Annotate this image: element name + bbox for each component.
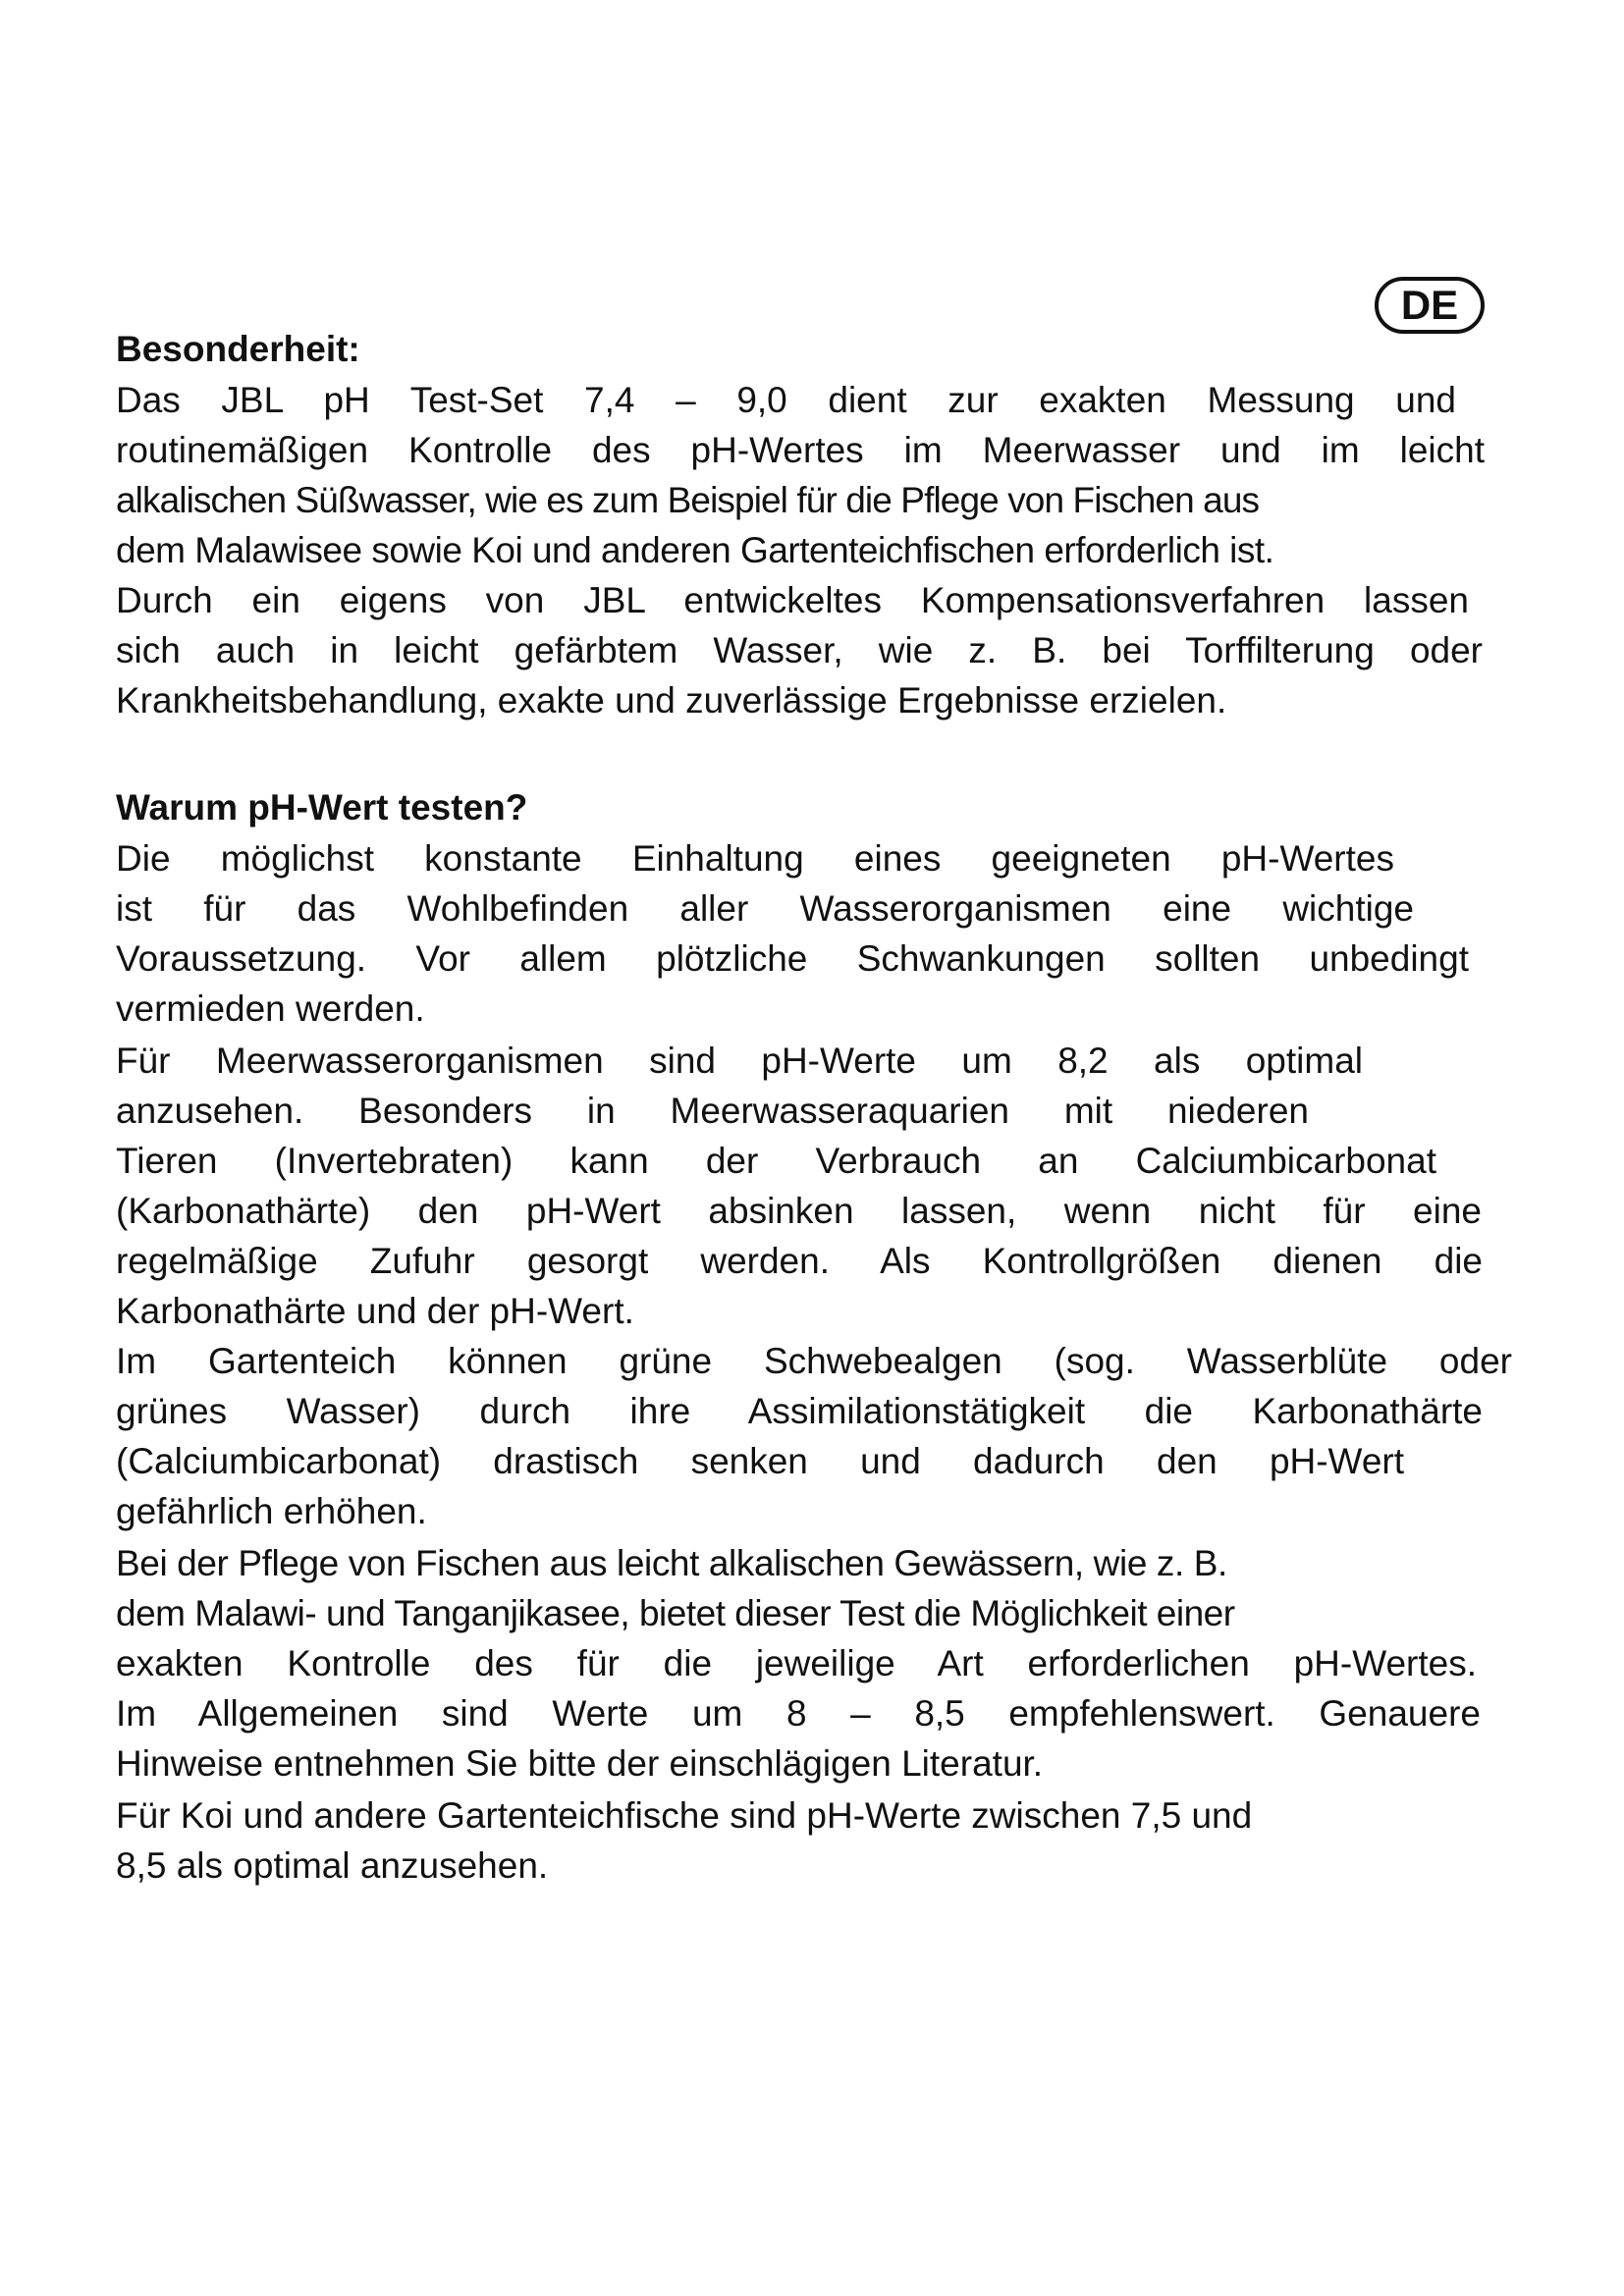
text-line: Voraussetzung. Vor allem plötzliche Schwankungen sollten unbedingt bbox=[116, 938, 1469, 979]
section-besonderheit bbox=[116, 324, 1530, 725]
text-line: exakten Kontrolle des für die jeweilige Art erforderlichen pH-Wertes. bbox=[116, 1643, 1477, 1683]
paragraph bbox=[116, 833, 1530, 1034]
text-line: Bei der Pflege von Fischen aus leicht alkalischen Gewässern, wie z. B. bbox=[116, 1543, 1227, 1583]
section-heading: Warum pH-Wert testen? bbox=[116, 787, 528, 828]
text-line: routinemäßigen Kontrolle des pH-Wertes im Meerwasser und im leicht bbox=[116, 430, 1485, 470]
text-line: sich auch in leicht gefärbtem Wasser, wie z. B. bei Torffilterung oder bbox=[116, 630, 1483, 670]
text-line: vermieden werden. bbox=[116, 988, 425, 1029]
section-warum-ph-wert bbox=[116, 782, 1530, 1891]
text-line: grünes Wasser) durch ihre Assimilationstätigkeit die Karbonathärte bbox=[116, 1391, 1483, 1431]
text-line: anzusehen. Besonders in Meerwasseraquarien mit niederen bbox=[116, 1091, 1309, 1131]
text-line: Krankheitsbehandlung, exakte und zuverlässige Ergebnisse erzielen. bbox=[116, 680, 1227, 721]
text-line: regelmäßige Zufuhr gesorgt werden. Als Kontrollgrößen dienen die bbox=[116, 1241, 1483, 1281]
text-line: Tieren (Invertebraten) kann der Verbrauch an Calciumbicarbonat bbox=[116, 1141, 1436, 1181]
text-line: (Calciumbicarbonat) drastisch senken und dadurch den pH-Wert bbox=[116, 1441, 1404, 1481]
text-line: Hinweise entnehmen Sie bitte der einschlägigen Literatur. bbox=[116, 1743, 1044, 1784]
text-line: dem Malawi- und Tanganjikasee, bietet dieser Test die Möglichkeit einer bbox=[116, 1593, 1235, 1633]
text-line: Die möglichst konstante Einhaltung eines geeigneten pH-Wertes bbox=[116, 838, 1394, 879]
paragraph bbox=[116, 1790, 1530, 1891]
language-badge: DE bbox=[1375, 277, 1485, 334]
paragraph bbox=[116, 1336, 1530, 1536]
text-line: Karbonathärte und der pH-Wert. bbox=[116, 1291, 634, 1331]
text-line: Durch ein eigens von JBL entwickeltes Kompensationsverfahren lassen bbox=[116, 580, 1469, 620]
text-line: Für Meerwasserorganismen sind pH-Werte um 8,2 als optimal bbox=[116, 1041, 1363, 1081]
text-line: Für Koi und andere Gartenteichfische sind pH-Werte zwischen 7,5 und bbox=[116, 1795, 1253, 1836]
text-line: ist für das Wohlbefinden aller Wasserorganismen eine wichtige bbox=[116, 888, 1414, 929]
text-line: 8,5 als optimal anzusehen. bbox=[116, 1845, 549, 1886]
text-line: Im Gartenteich können grüne Schwebealgen (sog. Wasserblüte oder bbox=[116, 1341, 1512, 1381]
text-line: Das JBL pH Test-Set 7,4 – 9,0 dient zur exakten Messung und bbox=[116, 380, 1456, 420]
section-heading: Besonderheit: bbox=[116, 329, 360, 369]
paragraph bbox=[116, 1538, 1530, 1789]
text-line: Im Allgemeinen sind Werte um 8 – 8,5 empfehlenswert. Genauere bbox=[116, 1693, 1481, 1734]
text-line: dem Malawisee sowie Koi und anderen Gartenteichfischen erforderlich ist. bbox=[116, 530, 1274, 570]
text-line: gefährlich erhöhen. bbox=[116, 1491, 427, 1531]
text-line: alkalischen Süßwasser, wie es zum Beispiel für die Pflege von Fischen aus bbox=[116, 480, 1260, 520]
paragraph bbox=[116, 375, 1530, 725]
document-body bbox=[116, 324, 1530, 1891]
text-line: (Karbonathärte) den pH-Wert absinken lassen, wenn nicht für eine bbox=[116, 1191, 1482, 1231]
paragraph bbox=[116, 1036, 1530, 1336]
